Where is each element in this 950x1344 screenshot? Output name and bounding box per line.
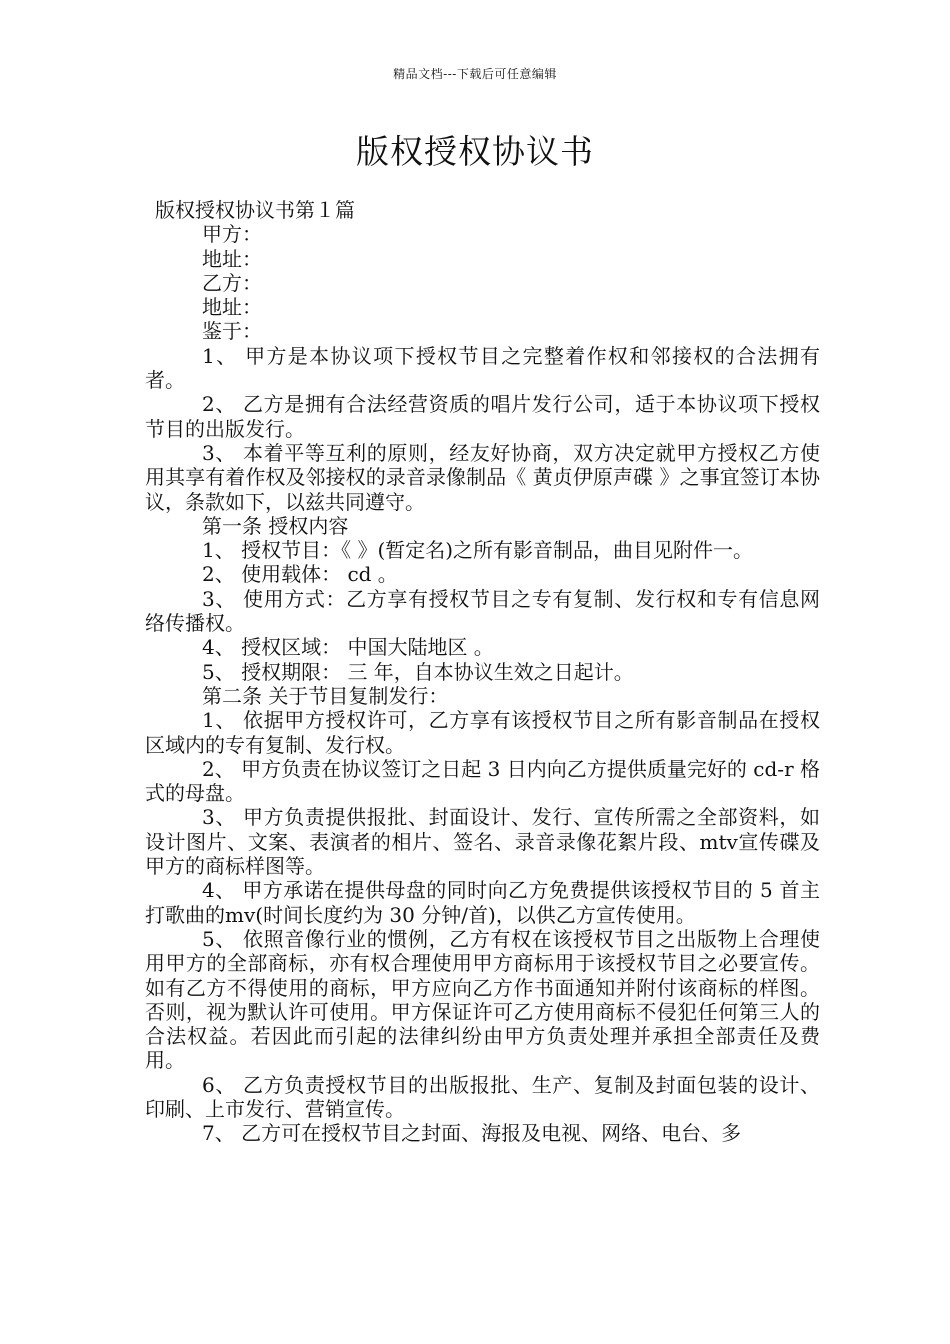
paragraph: 3、 甲方负责提供报批、封面设计、发行、宣传所需之全部资料，如设计图片、文案、表演者的相片、签名、录音录像花絮片段、mtv宣传碟及甲方的商标样图等。 xyxy=(145,805,820,879)
paragraph: 鉴于： xyxy=(202,319,262,344)
paragraph: 2、 使用载体： cd 。 xyxy=(202,562,398,587)
paragraph: 2、 乙方是拥有合法经营资质的唱片发行公司，适于本协议项下授权节目的出版发行。 xyxy=(145,392,820,441)
document-title: 版权授权协议书 xyxy=(356,132,594,171)
paragraph: 地址： xyxy=(202,295,262,320)
paragraph: 3、 使用方式：乙方享有授权节目之专有复制、发行权和专有信息网络传播权。 xyxy=(145,586,820,636)
paragraph: 乙方： xyxy=(202,270,262,295)
paragraph: 地址： xyxy=(202,246,262,271)
paragraph: 4、 授权区域： 中国大陆地区 。 xyxy=(202,635,494,660)
paragraph: 6、 乙方负责授权节目的出版报批、生产、复制及封面包装的设计、印刷、上市发行、营销宣传。 xyxy=(145,1072,820,1121)
paragraph: 甲方： xyxy=(202,222,262,247)
paragraph: 5、 依照音像行业的惯例，乙方有权在该授权节目之出版物上合理使用甲方的全部商标，亦有权合理使用甲方商标用于该授权节目之必要宣传。如有乙方不得使用的商标，甲方应向乙方作书面通知并附付该商标的样图。否则，视为默认许可使用。甲方保证许可乙方使用商标不侵犯任何第三人的合法权益。若因此而引起的法律纠纷由甲方负责处理并承担全部责任及费用。 xyxy=(145,926,820,1073)
paragraph: 2、 甲方负责在协议签订之日起 3 日内向乙方提供质量完好的 cd-r 格式的母盘。 xyxy=(145,756,820,806)
paragraph: 7、 乙方可在授权节目之封面、海报及电视、网络、电台、多 xyxy=(202,1121,742,1146)
paragraph: 3、 本着平等互利的原则，经友好协商，双方决定就甲方授权乙方使用其享有着作权及邻接权的录音录像制品《 黄贞伊原声碟 》之事宜签订本协议，条款如下，以兹共同遵守。 xyxy=(145,440,820,514)
document-body xyxy=(145,198,820,1146)
paragraph: 第二条 关于节目复制发行： xyxy=(202,683,449,708)
paragraph: 5、 授权期限： 三 年，自本协议生效之日起计。 xyxy=(202,659,634,684)
paragraph: 第一条 授权内容 xyxy=(202,513,349,538)
paragraph: 4、 甲方承诺在提供母盘的同时向乙方免费提供该授权节目的 5 首主打歌曲的mv(时间长度约为 30 分钟/首)，以供乙方宣传使用。 xyxy=(145,878,820,927)
paragraph: 1、 甲方是本协议项下授权节目之完整着作权和邻接权的合法拥有者。 xyxy=(145,343,820,393)
paragraph: 版权授权协议书第１篇 xyxy=(155,198,355,222)
paragraph: 1、 依据甲方授权许可，乙方享有该授权节目之所有影音制品在授权区域内的专有复制、发行权。 xyxy=(145,708,820,757)
header-note: 精品文档---下载后可任意编辑 xyxy=(393,67,557,81)
paragraph: 1、 授权节目：《 》(暂定名)之所有影音制品，曲目见附件一。 xyxy=(202,538,754,563)
